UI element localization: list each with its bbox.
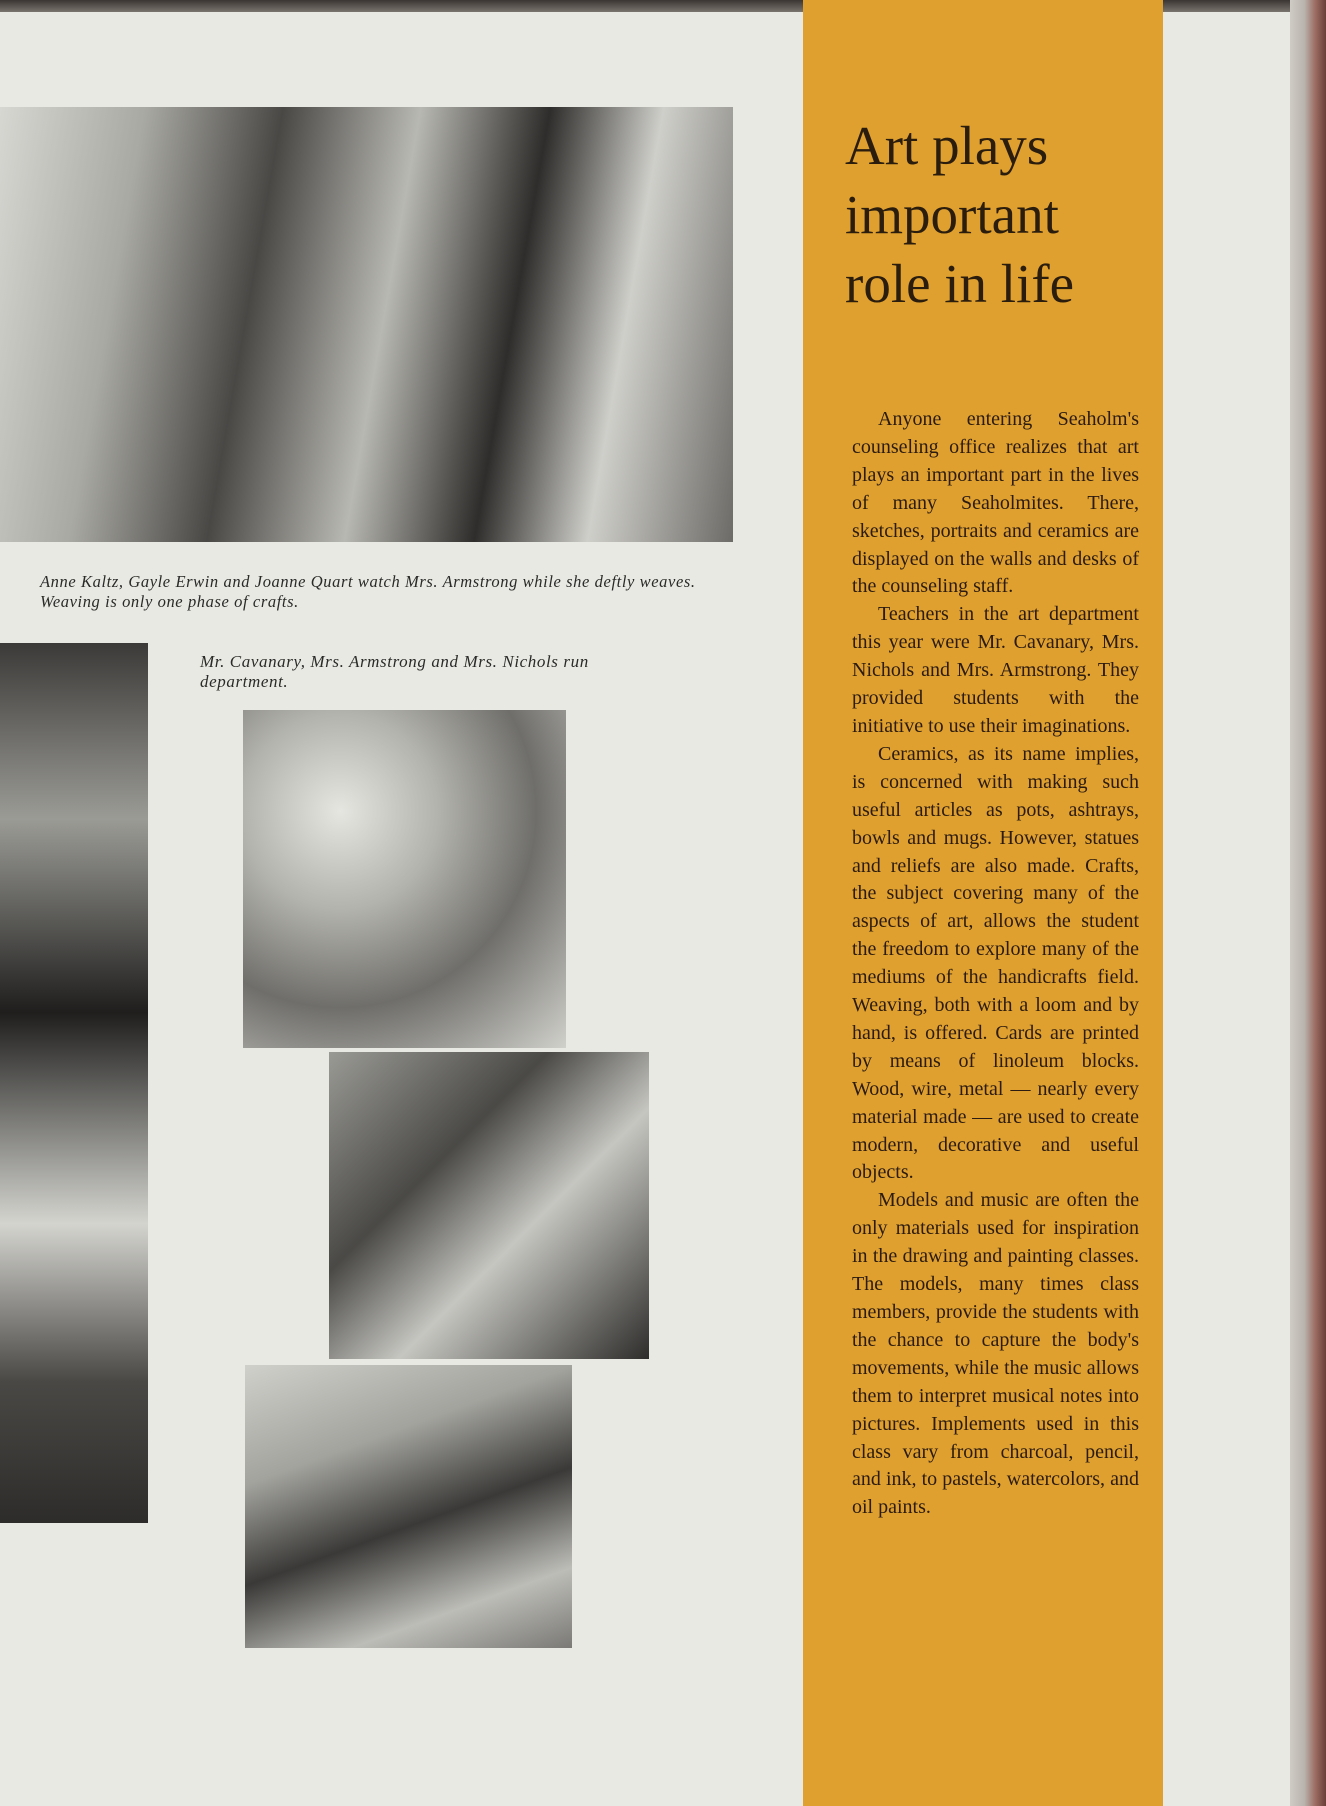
paragraph-2: Teachers in the art department this year were Mr. Cavanary, Mrs. Nichols and Mrs. Armstrong. They provided students with the initiative to use their imaginations. (852, 603, 1139, 737)
photo-weaving-class (0, 107, 733, 542)
photo-teacher-with-drawing (243, 710, 566, 1048)
paragraph-1: Anyone entering Seaholm's counseling office realizes that art plays an important part in the lives of many Seaholmites. There, sketches, portraits and ceramics are displayed on the walls and desks of the counseling staff. (852, 408, 1139, 598)
title-line-1: Art plays (845, 115, 1049, 176)
book-spine-edge (1290, 0, 1326, 1806)
photo-teachers-working (329, 1052, 649, 1359)
article-body (852, 406, 1139, 1522)
title-line-2: important (845, 183, 1059, 245)
photo-teacher-with-mask (245, 1365, 572, 1648)
caption-weaving: Anne Kaltz, Gayle Erwin and Joanne Quart watch Mrs. Armstrong while she deftly weaves. Weaving is only one phase of crafts. (40, 572, 696, 611)
caption-department: Mr. Cavanary, Mrs. Armstrong and Mrs. Nichols run department. (200, 652, 589, 691)
title-line-3: role in life (845, 252, 1075, 314)
paragraph-3: Ceramics, as its name implies, is concerned with making such useful articles as pots, ashtrays, bowls and mugs. However, statues and reliefs are also made. Crafts, the subject covering many of the aspects of art, allows the student the freedom to explore many of the mediums of the handicrafts field. Weaving, both with a loom and by hand, is offered. Cards are printed by means of linoleum blocks. Wood, wire, metal — nearly every material made — are used to create modern, decorative and useful objects. (852, 742, 1139, 1184)
photo-left-strip (0, 643, 148, 1523)
paragraph-4: Models and music are often the only materials used for inspiration in the drawing and painting classes. The models, many times class members, provide the students with the chance to capture the body's movements, while the music allows them to interpret musical notes into pictures. Implements used in this class vary from charcoal, pencil, and ink, to pastels, watercolors, and oil paints. (852, 1189, 1139, 1519)
page-title (845, 112, 1145, 318)
